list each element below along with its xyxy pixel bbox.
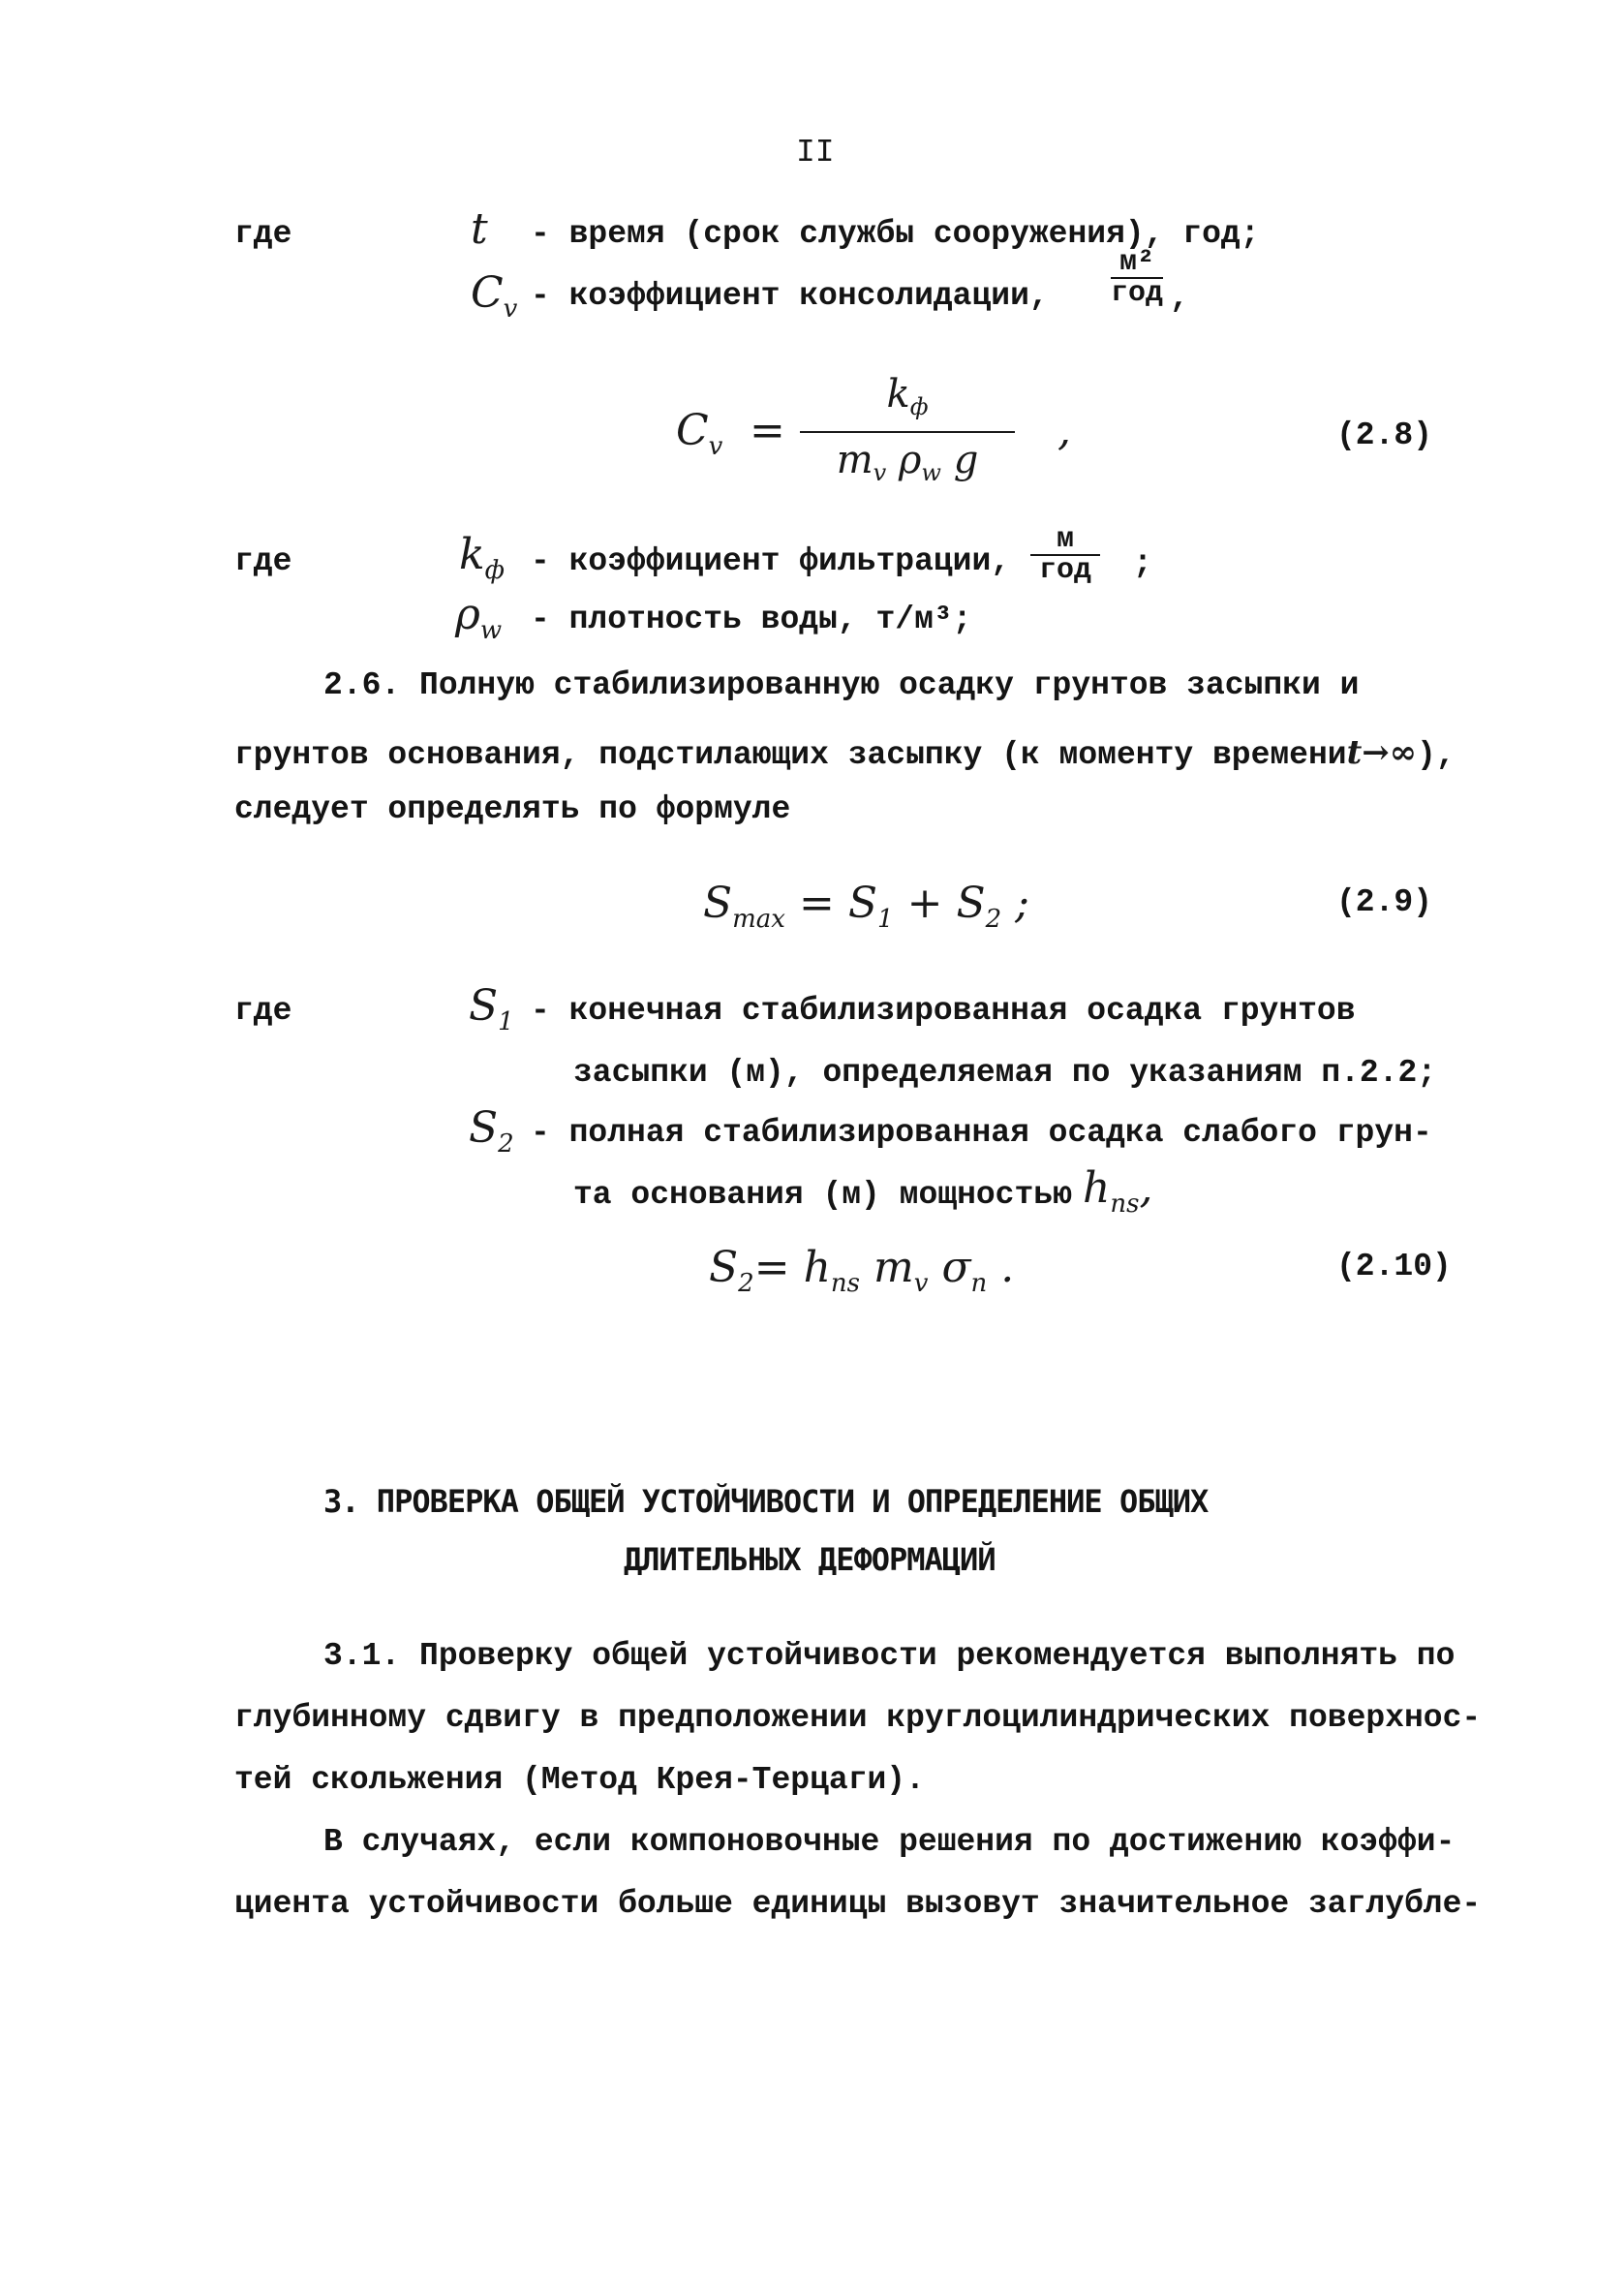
para-3-1-line2: глубинному сдвигу в предположении круглоцилиндрических поверхнос- xyxy=(234,1700,1482,1736)
unit-k-fraction: м год xyxy=(1030,525,1100,585)
para-3-2-line1: В случаях, если компоновочные решения по достижению коэффи- xyxy=(323,1824,1455,1860)
formula-2-8-tail: , xyxy=(1057,406,1071,455)
para-2-6-line2: грунтов основания, подстилающих засыпку (к моменту времениt→∞), xyxy=(234,733,1455,773)
formula-2-8-fraction: $k_ф$ $m_v$ $\rho_w$ g xyxy=(800,370,1015,500)
definition-cv: - коэффициент консолидации, xyxy=(531,278,1049,314)
formula-2-8-lhs: $C_v$ xyxy=(676,406,723,461)
para-3-1-line1: 3.1. Проверку общей устойчивости рекомендуется выполнять по xyxy=(323,1638,1455,1674)
definition-t: - время (срок службы сооружения), год; xyxy=(531,216,1260,252)
symbol-rho: $\rho_w$ xyxy=(455,590,503,645)
symbol-s1: $S_1$ xyxy=(469,981,514,1036)
formula-2-10-number: (2.10) xyxy=(1336,1249,1452,1284)
definition-s1-line1: - конечная стабилизированная осадка грунтов xyxy=(531,993,1356,1029)
para-3-2-line2: циента устойчивости больше единицы вызовут значительное заглубле- xyxy=(234,1886,1482,1922)
symbol-k: $k_ф$ xyxy=(459,530,506,585)
where-label-3: где xyxy=(234,993,292,1029)
para-2-6-line3: следует определять по формуле xyxy=(234,791,791,827)
where-label-2: где xyxy=(234,543,292,579)
page-number: II xyxy=(796,135,835,170)
formula-2-10: $S_2= h_{ns}$ $m_v$ $\sigma_n$ . xyxy=(709,1243,1015,1298)
definition-k: - коэффициент фильтрации, xyxy=(531,543,1011,579)
formula-2-8-number: (2.8) xyxy=(1336,417,1433,453)
unit-cv-fraction: м² год xyxy=(1111,246,1164,310)
symbol-s2: $S_2$ xyxy=(469,1103,514,1159)
para-2-6-line1: 2.6. Полную стабилизированную осадку грунтов засыпки и xyxy=(323,667,1360,703)
formula-2-9-number: (2.9) xyxy=(1336,884,1433,920)
symbol-cv: $C_v$ xyxy=(471,268,518,324)
definition-s2-line1: - полная стабилизированная осадка слабого грун- xyxy=(531,1115,1432,1151)
where-label-1: где xyxy=(234,216,292,252)
cv-tail: , xyxy=(1170,280,1189,316)
definition-rho: - плотность воды, т/м³; xyxy=(531,602,972,637)
para-3-1-line3: тей скольжения (Метод Крея-Терцаги). xyxy=(234,1762,925,1798)
formula-2-9: $S_{max} = S_1 + S_2$ ; xyxy=(703,879,1029,934)
symbol-t: t xyxy=(471,204,488,254)
definition-s1-line2: засыпки (м), определяемая по указаниям п.2.2; xyxy=(573,1055,1437,1091)
k-tail: ; xyxy=(1133,545,1152,581)
formula-2-8-eq: = xyxy=(750,406,785,455)
section-3-heading-line1: 3. ПРОВЕРКА ОБЩЕЙ УСТОЙЧИВОСТИ И ОПРЕДЕЛЕНИЕ ОБЩИХ xyxy=(323,1483,1209,1520)
section-3-heading-line2: ДЛИТЕЛЬНЫХ ДЕФОРМАЦИЙ xyxy=(624,1541,996,1578)
symbol-h: $h_{ns}$, xyxy=(1083,1163,1153,1219)
definition-s2-line2: та основания (м) мощностью xyxy=(573,1177,1072,1213)
